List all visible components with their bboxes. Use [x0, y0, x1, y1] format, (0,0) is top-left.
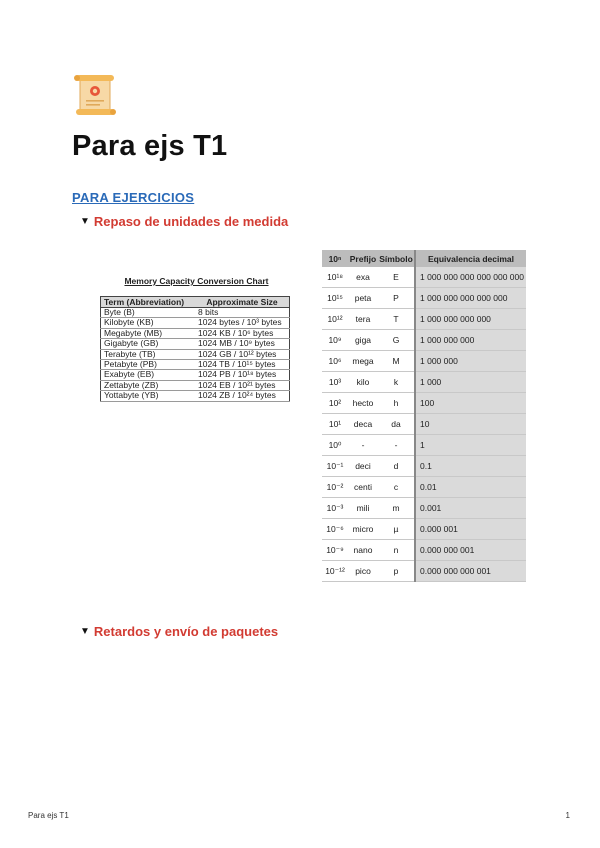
cell: m: [378, 498, 415, 519]
cell: T: [378, 309, 415, 330]
cell: G: [378, 330, 415, 351]
cell: 1024 TB / 10¹⁵ bytes: [195, 360, 290, 370]
chart-title: Memory Capacity Conversion Chart: [124, 276, 269, 286]
cell: 10¹: [322, 414, 348, 435]
cell: Terabyte (TB): [101, 349, 196, 359]
cell: 1024 bytes / 10³ bytes: [195, 318, 290, 328]
cell: deca: [348, 414, 378, 435]
cell: Exabyte (EB): [101, 370, 196, 380]
table-row: [101, 370, 290, 380]
cell: deci: [348, 456, 378, 477]
cell: k: [378, 372, 415, 393]
cell: 8 bits: [195, 308, 290, 318]
toggle-repaso-unidades[interactable]: [80, 214, 288, 229]
cell: 1024 MB / 10⁹ bytes: [195, 339, 290, 349]
cell: 0.000 001: [415, 519, 526, 540]
cell: -: [348, 435, 378, 456]
cell: M: [378, 351, 415, 372]
cell: -: [378, 435, 415, 456]
table-row: [322, 414, 526, 435]
table-row: [322, 351, 526, 372]
cell: 1024 EB / 10²¹ bytes: [195, 380, 290, 390]
cell: 10⁹: [322, 330, 348, 351]
cell: 10¹⁸: [322, 267, 348, 288]
table-row: [322, 267, 526, 288]
table-row: [322, 393, 526, 414]
column-header: Approximate Size: [195, 297, 290, 308]
cell: exa: [348, 267, 378, 288]
cell: E: [378, 267, 415, 288]
table-row: [322, 498, 526, 519]
cell: tera: [348, 309, 378, 330]
cell: 1: [415, 435, 526, 456]
cell: 10⁻⁶: [322, 519, 348, 540]
cell: c: [378, 477, 415, 498]
cell: 10¹⁵: [322, 288, 348, 309]
cell: 0.001: [415, 498, 526, 519]
column-header: Prefijo: [348, 250, 378, 267]
page-title: Para ejs T1: [72, 130, 228, 162]
table-row: [101, 391, 290, 401]
cell: P: [378, 288, 415, 309]
cell: hecto: [348, 393, 378, 414]
cell: n: [378, 540, 415, 561]
cell: h: [378, 393, 415, 414]
cell: 0.1: [415, 456, 526, 477]
column-header: 10ⁿ: [322, 250, 348, 267]
table-row: [322, 519, 526, 540]
cell: 1 000: [415, 372, 526, 393]
memory-table: [100, 296, 290, 402]
toggle-label: Repaso de unidades de medida: [93, 214, 289, 229]
cell: 10¹²: [322, 309, 348, 330]
memory-capacity-chart: [100, 276, 293, 402]
cell: nano: [348, 540, 378, 561]
cell: kilo: [348, 372, 378, 393]
cell: centi: [348, 477, 378, 498]
cell: 10⁻¹: [322, 456, 348, 477]
cell: 1 000 000 000: [415, 330, 526, 351]
cell: 10⁻²: [322, 477, 348, 498]
table-row: [322, 540, 526, 561]
cell: peta: [348, 288, 378, 309]
table-row: [322, 288, 526, 309]
table-row: [101, 318, 290, 328]
cell: 1024 ZB / 10²⁴ bytes: [195, 391, 290, 401]
cell: Yottabyte (YB): [101, 391, 196, 401]
footer-title: Para ejs T1: [28, 811, 69, 820]
cell: Zettabyte (ZB): [101, 380, 196, 390]
table-row: [322, 309, 526, 330]
cell: Megabyte (MB): [101, 328, 196, 338]
table-row: [322, 372, 526, 393]
table-row: [101, 328, 290, 338]
cell: mega: [348, 351, 378, 372]
cell: 1024 PB / 10¹⁸ bytes: [195, 370, 290, 380]
section-link-para-ejercicios[interactable]: PARA EJERCICIOS: [72, 190, 195, 205]
table-row: [101, 349, 290, 359]
cell: 10⁰: [322, 435, 348, 456]
triangle-down-icon[interactable]: ▼: [80, 216, 90, 227]
table-row: [101, 360, 290, 370]
cell: 1 000 000: [415, 351, 526, 372]
table-row: [101, 380, 290, 390]
cell: 1 000 000 000 000 000 000: [415, 267, 526, 288]
table-row: [322, 456, 526, 477]
cell: da: [378, 414, 415, 435]
cell: 0.000 000 000 001: [415, 561, 526, 582]
cell: Gigabyte (GB): [101, 339, 196, 349]
cell: 1 000 000 000 000 000: [415, 288, 526, 309]
table-row: [322, 330, 526, 351]
table-row: [322, 477, 526, 498]
cell: 10³: [322, 372, 348, 393]
cell: 10²: [322, 393, 348, 414]
column-header: Equivalencia decimal: [415, 250, 526, 267]
page-number: 1: [565, 811, 570, 820]
scroll-icon: [72, 72, 118, 118]
cell: Kilobyte (KB): [101, 318, 196, 328]
toggle-retardos-paquetes[interactable]: [80, 624, 278, 639]
cell: 1024 GB / 10¹² bytes: [195, 349, 290, 359]
cell: 10⁻³: [322, 498, 348, 519]
cell: 10⁻¹²: [322, 561, 348, 582]
cell: 0.01: [415, 477, 526, 498]
cell: Byte (B): [101, 308, 196, 318]
column-header: Símbolo: [378, 250, 415, 267]
cell: 10⁻⁹: [322, 540, 348, 561]
cell: mili: [348, 498, 378, 519]
cell: p: [378, 561, 415, 582]
triangle-down-icon[interactable]: ▼: [80, 626, 90, 637]
table-row: [322, 435, 526, 456]
table-row: [101, 339, 290, 349]
cell: d: [378, 456, 415, 477]
cell: 0.000 000 001: [415, 540, 526, 561]
cell: 1 000 000 000 000: [415, 309, 526, 330]
cell: giga: [348, 330, 378, 351]
toggle-label: Retardos y envío de paquetes: [93, 624, 279, 639]
table-row: [101, 308, 290, 318]
cell: µ: [378, 519, 415, 540]
cell: 100: [415, 393, 526, 414]
cell: micro: [348, 519, 378, 540]
cell: 10: [415, 414, 526, 435]
cell: 1024 KB / 10⁶ bytes: [195, 328, 290, 338]
cell: 10⁶: [322, 351, 348, 372]
column-header: Term (Abbreviation): [101, 297, 196, 308]
cell: Petabyte (PB): [101, 360, 196, 370]
si-prefix-table: [322, 250, 526, 582]
cell: pico: [348, 561, 378, 582]
table-row: [322, 561, 526, 582]
